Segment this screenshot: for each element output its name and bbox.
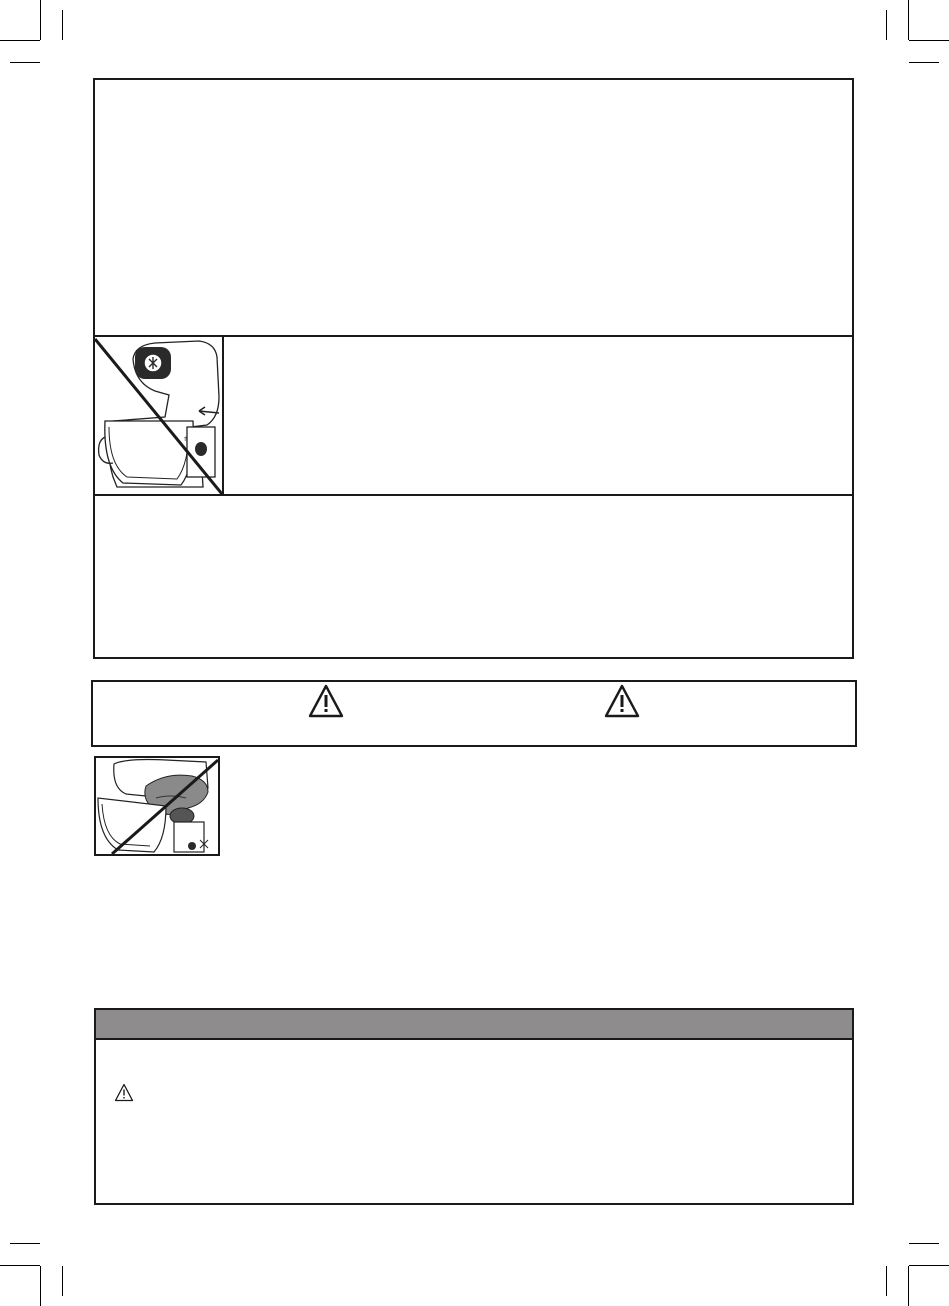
column-divider — [222, 335, 224, 496]
hand-in-mixer-prohibited-illustration — [94, 756, 220, 856]
crop-mark — [0, 1265, 40, 1266]
mixer-arm-prohibited-illustration — [95, 337, 222, 494]
crop-mark — [10, 1243, 40, 1244]
crop-mark — [908, 1266, 909, 1306]
crop-mark — [909, 40, 949, 41]
crop-mark — [909, 62, 939, 63]
crop-mark — [886, 1266, 887, 1296]
crop-mark — [62, 1266, 63, 1296]
crop-mark — [10, 62, 40, 63]
notice-box-header — [96, 1010, 852, 1040]
crop-mark — [62, 10, 63, 40]
svg-text:⇑: ⇑ — [183, 437, 189, 443]
crop-mark — [886, 10, 887, 40]
caution-bar — [91, 680, 857, 747]
crop-mark — [908, 0, 909, 40]
crop-mark — [0, 40, 40, 41]
warning-triangle-icon — [604, 684, 640, 718]
warning-triangle-icon — [114, 1083, 134, 1102]
crop-mark — [40, 0, 41, 40]
crop-mark — [40, 1266, 41, 1306]
row-divider — [93, 494, 854, 496]
warning-triangle-icon — [308, 684, 344, 718]
crop-mark — [909, 1243, 939, 1244]
crop-mark — [909, 1265, 949, 1266]
